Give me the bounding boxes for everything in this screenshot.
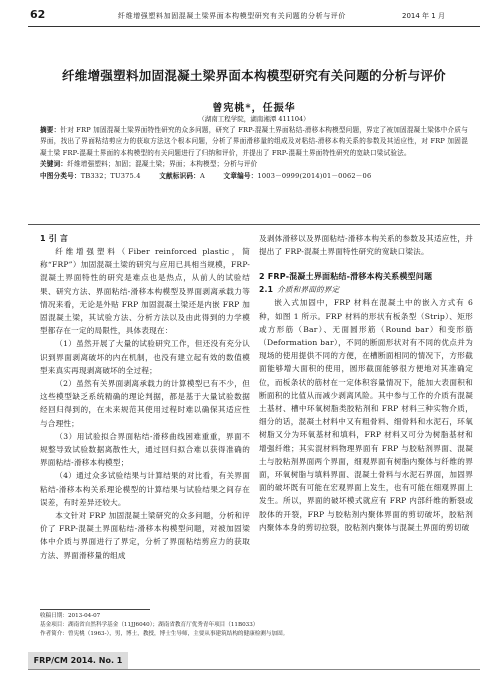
classification-line — [40, 171, 468, 182]
page-number: 62 — [30, 8, 46, 21]
author-affiliation: （湖南工程学院，湖南湘潭 411104） — [198, 115, 310, 123]
body-paragraph: 纤维增强塑料（Fiber reinforced plastic，简称“FRP”）加固混凝土梁的研究与应用已具相当规模，FRP-混凝土界面特性的研究是难点也是热点，从前人的试验结果、研究方法、界面粘结-滑移本构模型及界面剥离承载力等情况来看，无论是外贴 FRP 加固混凝土梁还是内嵌 FRP 加固混凝土梁，其试验方法、分析方法以及由此得到的力学模型都存在一定的局限性，具体表现在： — [40, 247, 250, 336]
footnote-divider — [40, 609, 150, 610]
abstract-label: 摘要： — [40, 126, 61, 134]
article-id-text: 1003－0999(2014)01－0062－06 — [257, 171, 372, 180]
article-id-label: 文章编号： — [223, 171, 258, 180]
doc-code-text: A — [199, 171, 205, 180]
keywords-text: 纤维增强塑料；加固；混凝土梁；界面；本构模型；分析与评价 — [67, 160, 258, 169]
clc-label: 中图分类号： — [40, 171, 81, 180]
body-paragraph: 本文针对 FRP 加固混凝土梁研究的众多问题，分析和评价了 FRP-混凝土界面粘结-滑移本构模型问题，对被加固梁体中介质与界面进行了界定，分析了界面粘结剪应力的获取方法、界面滑移量的组成 — [40, 511, 250, 560]
body-paragraph: （1）虽然开展了大量的试验研究工作，但还没有充分认识到界面剥离破坏的内在机制，也没有建立起有效的数值模型来真实再现剥离破坏的全过程； — [40, 339, 250, 375]
issue-date: 2014 年 1 月 — [402, 12, 445, 20]
body-paragraph: 嵌入式加固中，FRP 材料在混凝土中的嵌入方式有 6 种，如图 1 所示。FRP 材料的形状有板条型（Strip）、矩形或方形筋（Bar）、无面圆形筋（Round bar）和变形筋（Deformation bar），不同的断面形状对有不同的优点并为现场的使用提供不同的方便，在槽断面相同的情况下，方形截面能够增大面积的使用，圆形截面能够很方便地对其准确定位，而板条状的筋材在一定体积容量情况下，能加大表面积和断面积的比值从而减少剥离风险。其中参与工作的介质有混凝土基材、槽中环氧树脂类胶粘剂和 FRP 材料三种实物介质，细分的话，混凝土材料中又有粗骨料、细骨料和水泥石，环氧树脂又分为环氧基材和填料，FRP 材料又可分为树脂基材和增强纤维；其实混材料物理界面有 FRP 与胶粘剂界面、混凝土与胶粘剂界面两个界面，细观界面有树脂内聚体与纤维的界面，环氧树脂与填料界面、混凝土骨料与水泥石界面，加固界面的破坏既有可能在宏观界面上发生，也有可能在细观界面上发生。所以，界面的破坏模式就应有 FRP 内部纤维的断裂或胶体的开裂，FRP 与胶粘剂内聚体界面的剪切破坏，胶粘剂内聚体本身的剪切拉裂，胶粘剂内聚体与混凝土界面的剪切破 — [259, 298, 473, 532]
footnote-received: 收稿日期：2013-04-07 — [40, 613, 101, 619]
footnotes — [40, 612, 340, 639]
section-2-heading: 2 FRP-混凝土界面粘结-滑移本构关系模型问题 — [259, 272, 433, 282]
body-paragraph: （4）通过众多试验结果与计算结果的对比看，有关界面粘结-滑移本构关系理论模型的计算结果与试验结果之间存在误差，有时差异还较大。 — [40, 471, 250, 507]
section-1-heading: 1 引 言 — [40, 234, 69, 243]
article-authors: 曾宪桃*，任振华 — [212, 103, 296, 114]
footnote-author-bio: 作者简介：曾宪桃（1963-），男，博士，教授，博士生导师，主要从事建筑结构的健康检测与加固。 — [40, 631, 289, 637]
article-title: 纤维增强塑料加固混凝土梁界面本构模型研究有关问题的分析与评价 — [61, 68, 446, 83]
footnote-funding: 基金项目：湖南省自然科学基金（11JJ6040）；湖南省教育厅优秀青年项目（11B033） — [40, 622, 259, 628]
subsection-heading — [259, 283, 473, 296]
clc-text: TB332；TU375.4 — [80, 171, 141, 180]
left-column — [40, 232, 250, 562]
abstract-divider — [28, 224, 480, 225]
doc-code-label: 文献标识码： — [159, 171, 200, 180]
body-paragraph: （3）用试验拟合界面粘结-滑移曲线困难重重，界面不规整导致试验数据离散性大，通过回归拟合难以获得准确的界面粘结-滑移本构模型； — [40, 431, 250, 468]
abstract-block — [40, 125, 468, 182]
subsection-number: 2.1 — [259, 285, 274, 295]
keywords-line — [40, 159, 468, 170]
body-paragraph: 及剥体滑移以及界面粘结-滑移本构关系的参数及其适应性，并提出了 FRP-混凝土界面特性研究的宽缺口梁法。 — [259, 234, 473, 257]
running-title: 纤维增强塑料加固混凝土梁界面本构模型研究有关问题的分析与评价 — [118, 12, 346, 20]
subsection-title: 介质和界面的界定 — [277, 285, 340, 295]
right-column — [259, 232, 473, 534]
header-divider — [28, 26, 480, 27]
keywords-label: 关键词： — [40, 160, 68, 169]
footer-divider — [28, 669, 480, 670]
abstract-paragraph — [40, 125, 468, 159]
journal-tab: FRP/CM 2014. No. 1 — [28, 652, 128, 669]
abstract-text: 针对 FRP 加固混凝土梁界面特性研究的众多问题，研究了 FRP-混凝土界面粘结-滑移本构模型问题，界定了被加固混凝土梁体中介质与界面，找出了界面粘结剪应力的获取方法这个根本问题，分析了界面滑移量的组成及对粘结-滑移本构关系的参数及其适应性，对 FRP 加固混凝土梁 FRP-混凝土界面的本构模型的有关问题进行了归纳和评价，并提出了 FRP-混凝土界面特性研究的宽缺口梁试验法。 — [40, 126, 468, 157]
body-paragraph: （2）虽然有关界面剥离承载力的计算模型已有不少，但这些模型缺乏系统精确的理论判据，都是基于大量试验数据经回归得到的，在未来规范其使用过程时难以确保其适应性与合理性； — [40, 379, 250, 428]
